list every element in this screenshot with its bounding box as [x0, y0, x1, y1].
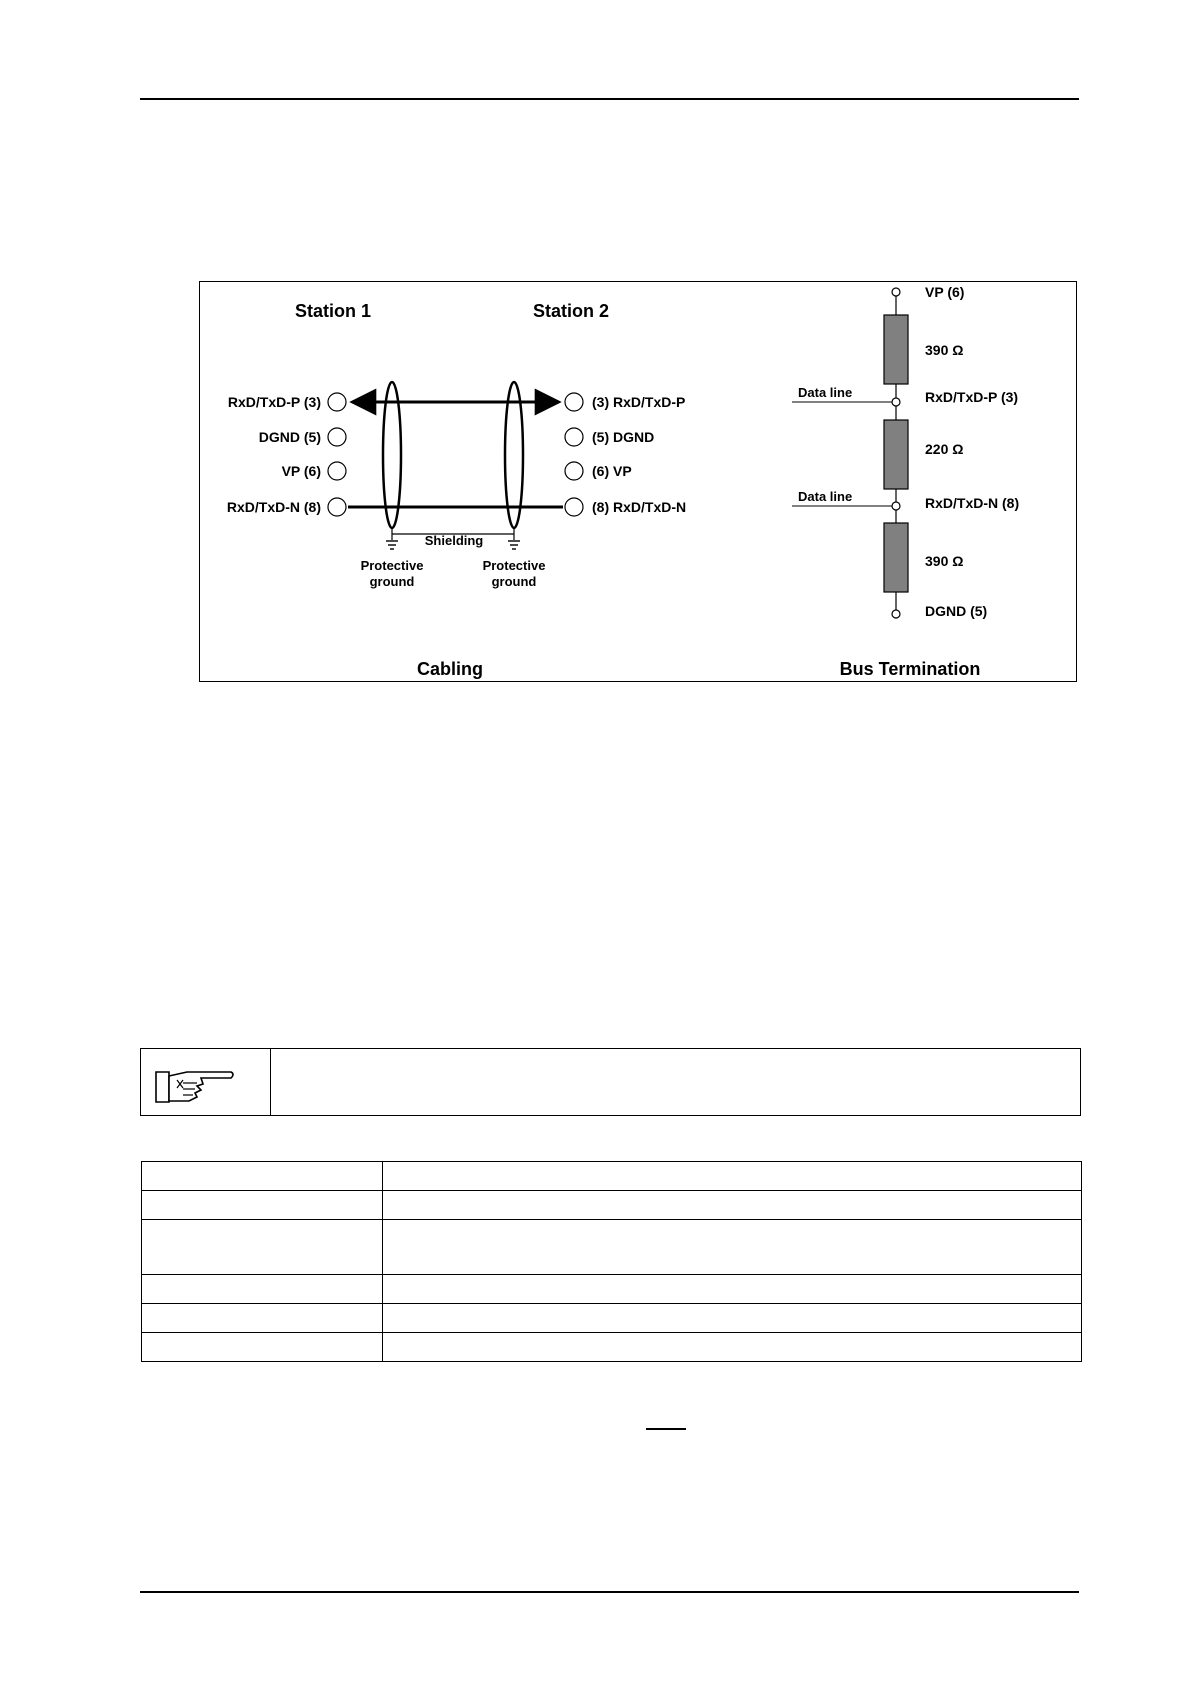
term-r2-label: 220 Ω: [925, 441, 964, 457]
right-pin-circle-rxn: [565, 498, 583, 516]
table-cell: [142, 1191, 383, 1220]
resistor-390-bottom: [884, 523, 908, 592]
protective-ground-left-2: ground: [369, 574, 415, 589]
footer-rule: [140, 1591, 1079, 1593]
table-cell: [142, 1304, 383, 1333]
resistor-220: [884, 420, 908, 489]
term-vp-label: VP (6): [925, 284, 965, 300]
wiring-diagram-svg: [200, 282, 1078, 683]
left-pin-circle-dgnd: [328, 428, 346, 446]
spec-table: [141, 1161, 1082, 1362]
node-vp: [892, 288, 900, 296]
left-pin-circle-vp: [328, 462, 346, 480]
table-row: [142, 1275, 1082, 1304]
right-pin-circle-vp: [565, 462, 583, 480]
table-cell: [142, 1220, 383, 1275]
table-cell: [383, 1333, 1082, 1362]
data-line-label-1: Data line: [798, 385, 853, 400]
cabling-caption: Cabling: [417, 659, 483, 679]
right-pin-circle-rxp: [565, 393, 583, 411]
pointing-hand-icon: [153, 1064, 235, 1104]
protective-ground-right-1: Protective: [482, 558, 546, 573]
table-cell: [383, 1275, 1082, 1304]
term-dgnd-label: DGND (5): [925, 603, 988, 619]
node-dgnd: [892, 610, 900, 618]
right-pin-label-dgnd: (5) DGND: [592, 429, 655, 445]
shielding-label: Shielding: [424, 533, 484, 548]
station2-title: Station 2: [532, 301, 610, 321]
header-rule: [140, 98, 1079, 100]
bus-termination-caption: Bus Termination: [839, 659, 981, 679]
table-row: [142, 1162, 1082, 1191]
node-rxn: [892, 502, 900, 510]
short-underline: [646, 1428, 686, 1430]
term-r3-label: 390 Ω: [925, 553, 964, 569]
right-pin-label-vp: (6) VP: [592, 463, 632, 479]
ground-symbol-right-icon: [508, 541, 520, 549]
table-cell: [383, 1304, 1082, 1333]
bus-wiring-figure: [199, 281, 1077, 682]
left-pin-label-rxn: RxD/TxD-N (8): [226, 499, 321, 515]
data-line-label-2: Data line: [798, 489, 853, 504]
right-pin-label-rxn: (8) RxD/TxD-N: [592, 499, 687, 515]
right-pin-circle-dgnd: [565, 428, 583, 446]
protective-ground-right-2: ground: [491, 574, 537, 589]
left-pin-circle-rxn: [328, 498, 346, 516]
left-pin-circle-rxp: [328, 393, 346, 411]
term-r1-label: 390 Ω: [925, 342, 964, 358]
term-rxn-label: RxD/TxD-N (8): [925, 495, 1020, 511]
station1-title: Station 1: [294, 301, 372, 321]
table-row: [142, 1220, 1082, 1275]
node-rxp: [892, 398, 900, 406]
table-cell: [142, 1162, 383, 1191]
table-row: [142, 1191, 1082, 1220]
table-cell: [142, 1275, 383, 1304]
table-cell: [383, 1162, 1082, 1191]
right-pin-label-rxp: (3) RxD/TxD-P: [592, 394, 686, 410]
table-row: [142, 1333, 1082, 1362]
term-rxp-label: RxD/TxD-P (3): [925, 389, 1019, 405]
table-row: [142, 1304, 1082, 1333]
resistor-390-top: [884, 315, 908, 384]
protective-ground-left-1: Protective: [360, 558, 424, 573]
bus-termination-network: [792, 288, 908, 618]
left-pin-label-rxp: RxD/TxD-P (3): [227, 394, 321, 410]
left-pin-label-vp: VP (6): [281, 463, 321, 479]
ground-symbol-left-icon: [386, 541, 398, 549]
table-cell: [383, 1220, 1082, 1275]
note-icon-cell: [141, 1049, 271, 1115]
left-pin-label-dgnd: DGND (5): [258, 429, 321, 445]
table-cell: [383, 1191, 1082, 1220]
table-cell: [142, 1333, 383, 1362]
note-box: [140, 1048, 1081, 1116]
